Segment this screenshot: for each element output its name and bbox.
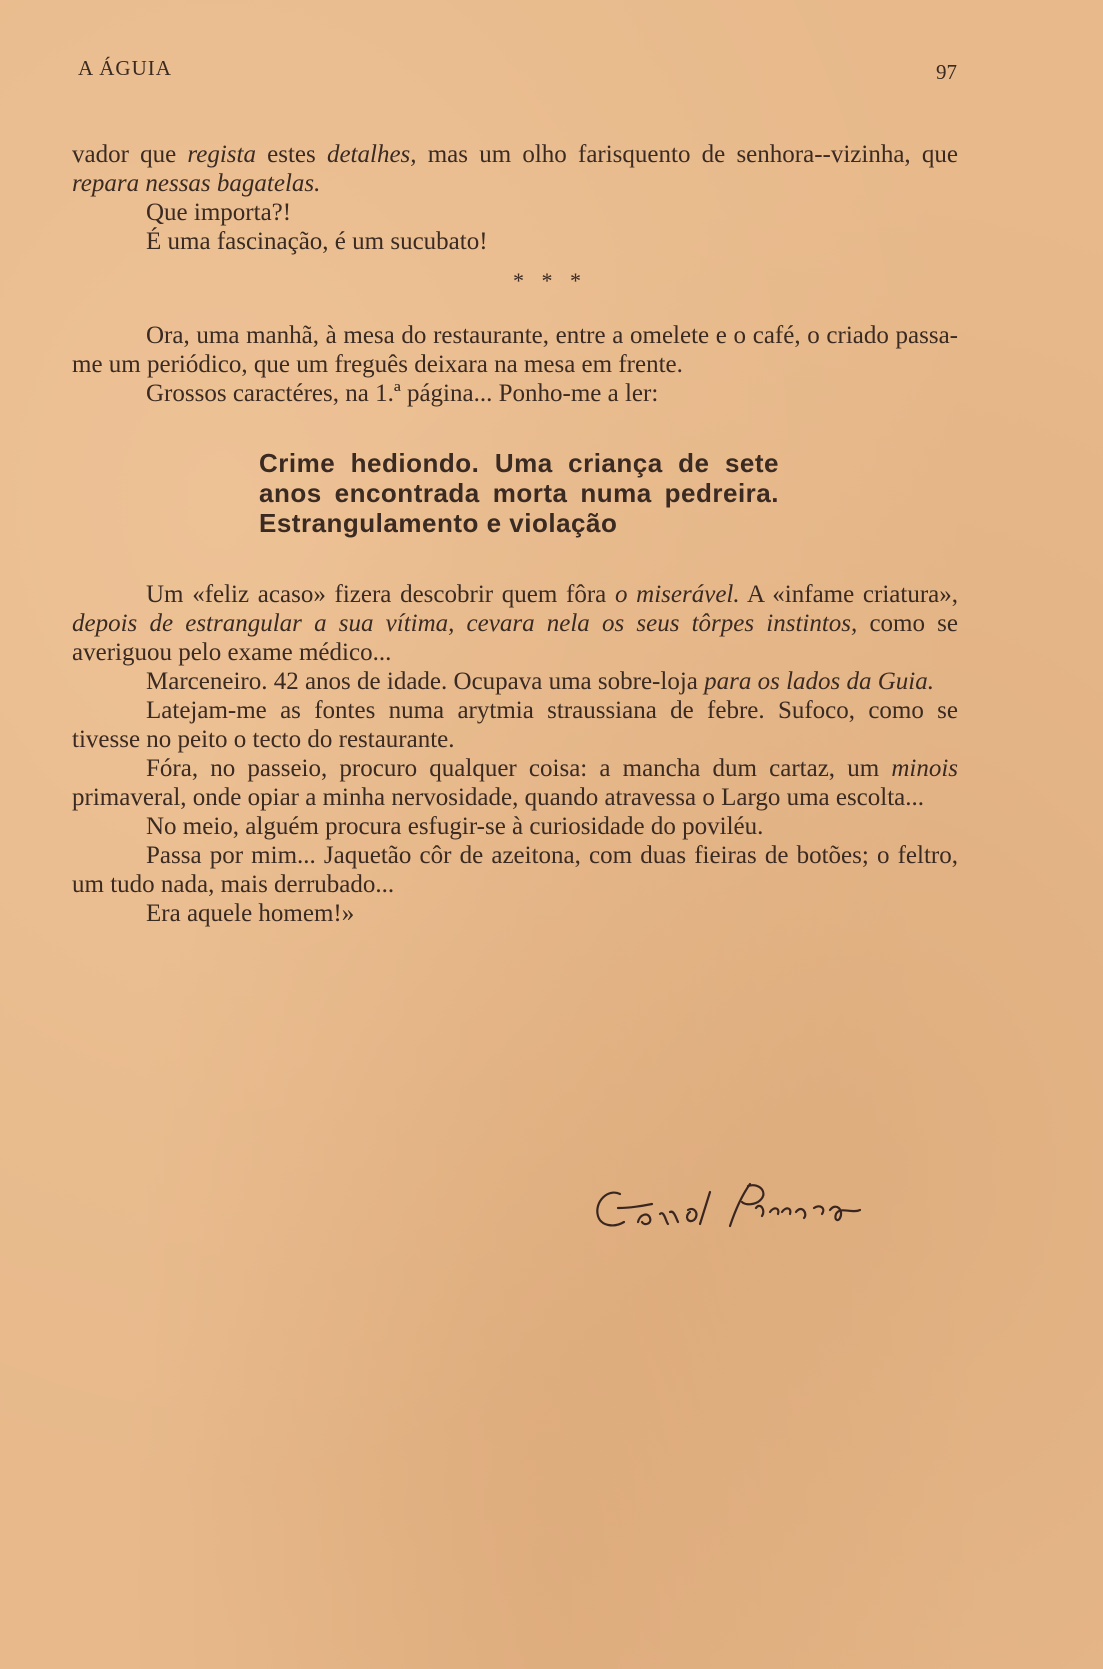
paragraph: Passa por mim... Jaquetão côr de azeitona, com duas fieiras de botões; o feltro, um tudo nada, mais derrubado...: [72, 842, 958, 898]
body-text: [72, 140, 958, 928]
paragraph: Um «feliz acaso» fizera descobrir quem fôra o miserável. A «infame criatura», depois de estrangular a sua vítima, cevara nela os seus tôrpes instintos, como se averiguou pelo exame médico...: [72, 581, 958, 666]
paragraph: Ora, uma manhã, à mesa do restaurante, entre a omelete e o café, o criado passa-me um periódico, que um freguês deixara na mesa em frente.: [72, 322, 958, 378]
paragraph: Que importa?!: [146, 199, 292, 226]
page-header: [78, 52, 957, 82]
paragraph: Era aquele homem!»: [146, 900, 355, 927]
paragraph: Marceneiro. 42 anos de idade. Ocupava uma sobre-loja para os lados da Guia.: [146, 668, 935, 695]
paragraph: Latejam-me as fontes numa arytmia straussiana de febre. Sufoco, como se tivesse no peito o tecto do restaurante.: [72, 697, 958, 753]
paragraph: No meio, alguém procura esfugir-se à curiosidade do poviléu.: [146, 813, 764, 840]
newspaper-headline: Crime hediondo. Uma criança de sete anos encontrada morta numa pedreira. Estrangulamento e violação: [259, 448, 779, 538]
section-break: * * *: [513, 268, 587, 293]
paragraph: É uma fascinação, é um sucubato!: [146, 228, 488, 255]
page-number: 97: [936, 60, 957, 84]
paragraph: vador que regista estes detalhes, mas um olho farisquento de senhora--vizinha, que repara nessas bagatelas.: [72, 141, 958, 197]
handwritten-signature: [590, 1178, 930, 1238]
running-head: A ÁGUIA: [78, 56, 172, 80]
paragraph: Fóra, no passeio, procuro qualquer coisa: a mancha dum cartaz, um minois primaveral, onde opiar a minha nervosidade, quando atravessa o Largo uma escolta...: [72, 755, 958, 811]
paragraph: Grossos caractéres, na 1.ª página... Ponho-me a ler:: [146, 380, 659, 407]
